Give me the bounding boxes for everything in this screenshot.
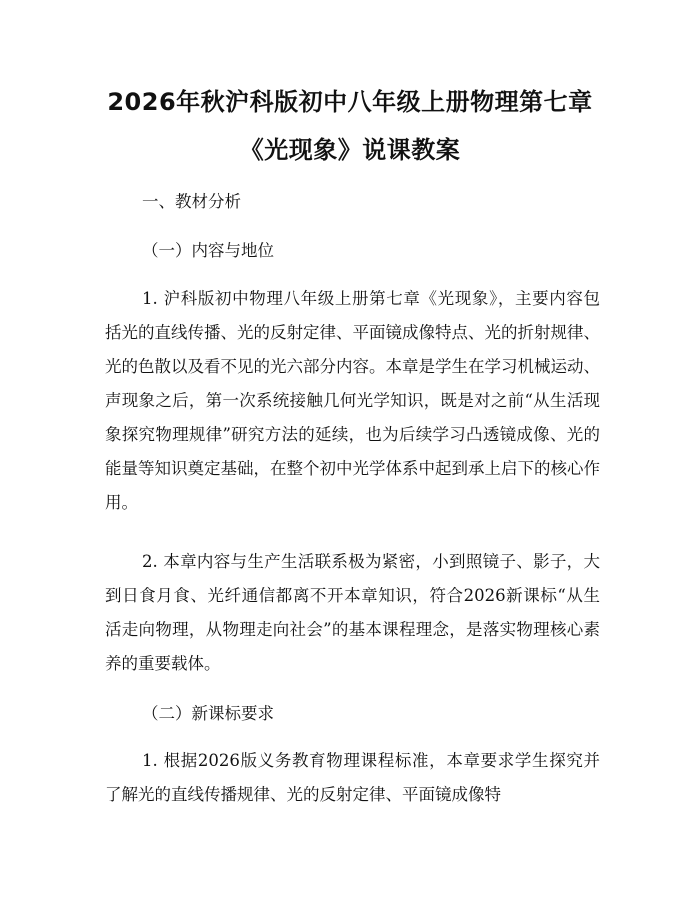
paragraph-content-status-1: 1. 沪科版初中物理八年级上册第七章《光现象》，主要内容包括光的直线传播、光的反射定律、平面镜成像特点、光的折射规律、光的色散以及看不见的光六部分内容。本章是学生在学习机械运动、声现象之后，第一次系统接触几何光学知识，既是对之前“从生活现象探究物理规律”研究方法的延续，也为后续学习凸透镜成像、光的能量等知识奠定基础，在整个初中光学体系中起到承上启下的核心作用。 [105, 289, 600, 512]
subsection-heading-curriculum-requirements: （二）新课标要求 [142, 704, 274, 723]
document-title-line-2: 《光现象》说课教案 [239, 136, 461, 164]
subsection-heading-content-status: （一）内容与地位 [142, 241, 274, 260]
document-title-line-1: 2026年秋沪科版初中八年级上册物理第七章 [107, 88, 593, 116]
paragraph-curriculum-requirements-1: 1. 根据2026版义务教育物理课程标准，本章要求学生探究并了解光的直线传播规律、光的反射定律、平面镜成像特 [105, 751, 600, 804]
paragraph-content-status-2: 2. 本章内容与生产生活联系极为紧密，小到照镜子、影子，大到日食月食、光纤通信都离不开本章知识，符合2026新课标“从生活走向物理，从物理走向社会”的基本课程理念，是落实物理核心素养的重要载体。 [105, 552, 600, 673]
section-heading-textbook-analysis: 一、教材分析 [142, 192, 241, 211]
